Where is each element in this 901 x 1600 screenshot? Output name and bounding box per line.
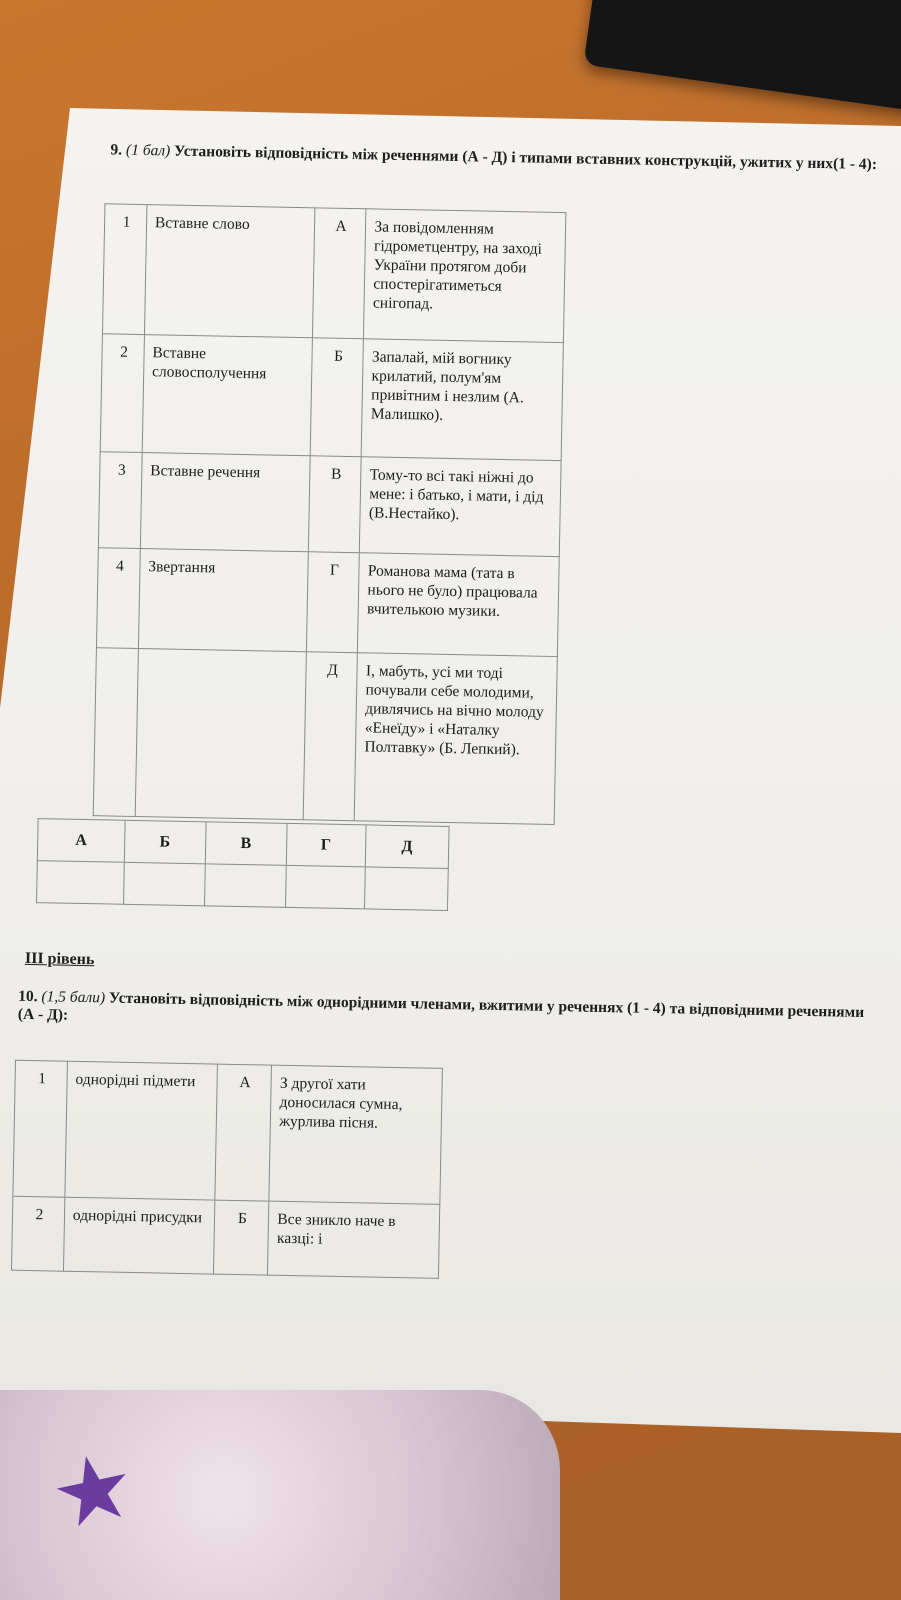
construction-type: Вставне речення bbox=[140, 453, 310, 552]
row-index: 2 bbox=[100, 334, 144, 453]
answer-header-a: А bbox=[37, 819, 125, 863]
sentence-letter: В bbox=[308, 456, 362, 553]
question-10-table bbox=[11, 1060, 443, 1279]
question-text: Установіть відповідність між реченнями (А - Д) і типами вставних конструкцій, ужитих у них(1 - 4): bbox=[173, 142, 878, 174]
construction-type: Вставне слово bbox=[144, 205, 314, 338]
table-row bbox=[93, 648, 557, 825]
sentence-letter: Д bbox=[303, 652, 358, 821]
table-row bbox=[102, 204, 565, 343]
table-row bbox=[13, 1060, 443, 1204]
table-row bbox=[100, 334, 563, 461]
answer-cell-g[interactable] bbox=[285, 865, 364, 908]
construction-type: Звертання bbox=[138, 549, 308, 652]
row-index: 1 bbox=[102, 204, 146, 335]
question-number: 10. bbox=[18, 987, 38, 1006]
sentence-letter: А bbox=[214, 1064, 271, 1201]
question-9-answer-grid bbox=[36, 818, 450, 911]
question-points: (1 бал) bbox=[125, 141, 171, 160]
question-text: Установіть відповідність між однорідними членами, вжитими у реченнях (1 - 4) та відповідними реченнями (А - Д): bbox=[17, 989, 865, 1024]
sentence-text: Запалай, мій вогнику крилатий, полум'ям привітним і незлим (А. Малишко). bbox=[362, 339, 564, 461]
question-10-title bbox=[18, 988, 879, 1041]
star-icon: ★ bbox=[42, 1432, 145, 1550]
row-index: 1 bbox=[13, 1060, 67, 1197]
sentence-text: З другої хати доносилася сумна, журлива пісня. bbox=[269, 1065, 442, 1204]
answer-header-d: Д bbox=[365, 825, 449, 869]
answer-cell-b[interactable] bbox=[123, 862, 205, 906]
answer-cell-v[interactable] bbox=[204, 864, 286, 908]
sentence-letter: Б bbox=[213, 1200, 269, 1275]
question-9-title bbox=[110, 141, 900, 174]
answer-input-row bbox=[37, 861, 449, 911]
question-9-table bbox=[93, 203, 567, 825]
sentence-text: Все зникло наче в казці: і bbox=[268, 1201, 440, 1278]
sentence-letter: Г bbox=[306, 552, 360, 653]
answer-cell-a[interactable] bbox=[37, 861, 125, 905]
answer-cell-d[interactable] bbox=[364, 867, 448, 911]
row-index: 4 bbox=[96, 548, 140, 649]
sentence-text: І, мабуть, усі ми тоді почували себе молодими, дивлячись на вічно молоду «Енеїду» і «Наталку Полтавку» (Б. Лепкий). bbox=[355, 653, 558, 825]
row-index: 2 bbox=[11, 1196, 64, 1271]
member-type: однорідні підмети bbox=[65, 1061, 217, 1200]
sentence-text: Романова мама (тата в нього не було) працювала вчителькою музики. bbox=[358, 553, 559, 657]
table-row bbox=[11, 1196, 439, 1278]
question-number: 9. bbox=[110, 141, 123, 159]
table-row bbox=[98, 452, 561, 557]
sentence-text: За повідомленням гідрометцентру, на заході України протягом доби спостерігатиметься снігопад. bbox=[364, 209, 566, 343]
table-row bbox=[96, 548, 559, 657]
answer-header-v: В bbox=[205, 822, 287, 866]
row-index bbox=[93, 648, 138, 817]
question-points: (1,5 бали) bbox=[41, 988, 106, 1007]
sentence-text: Тому-то всі такі ніжні до мене: і батько, і мати, і дід (В.Нестайко). bbox=[360, 457, 561, 557]
construction-type bbox=[135, 649, 306, 820]
answer-header-b: Б bbox=[124, 820, 206, 864]
row-index: 3 bbox=[98, 452, 142, 549]
construction-type: Вставне словосполучення bbox=[142, 335, 312, 456]
level-heading: ІІІ рівень bbox=[24, 949, 95, 969]
sentence-letter: Б bbox=[310, 338, 364, 457]
member-type: однорідні присудки bbox=[63, 1197, 214, 1274]
sentence-letter: А bbox=[312, 208, 366, 339]
answer-header-g: Г bbox=[286, 823, 365, 866]
